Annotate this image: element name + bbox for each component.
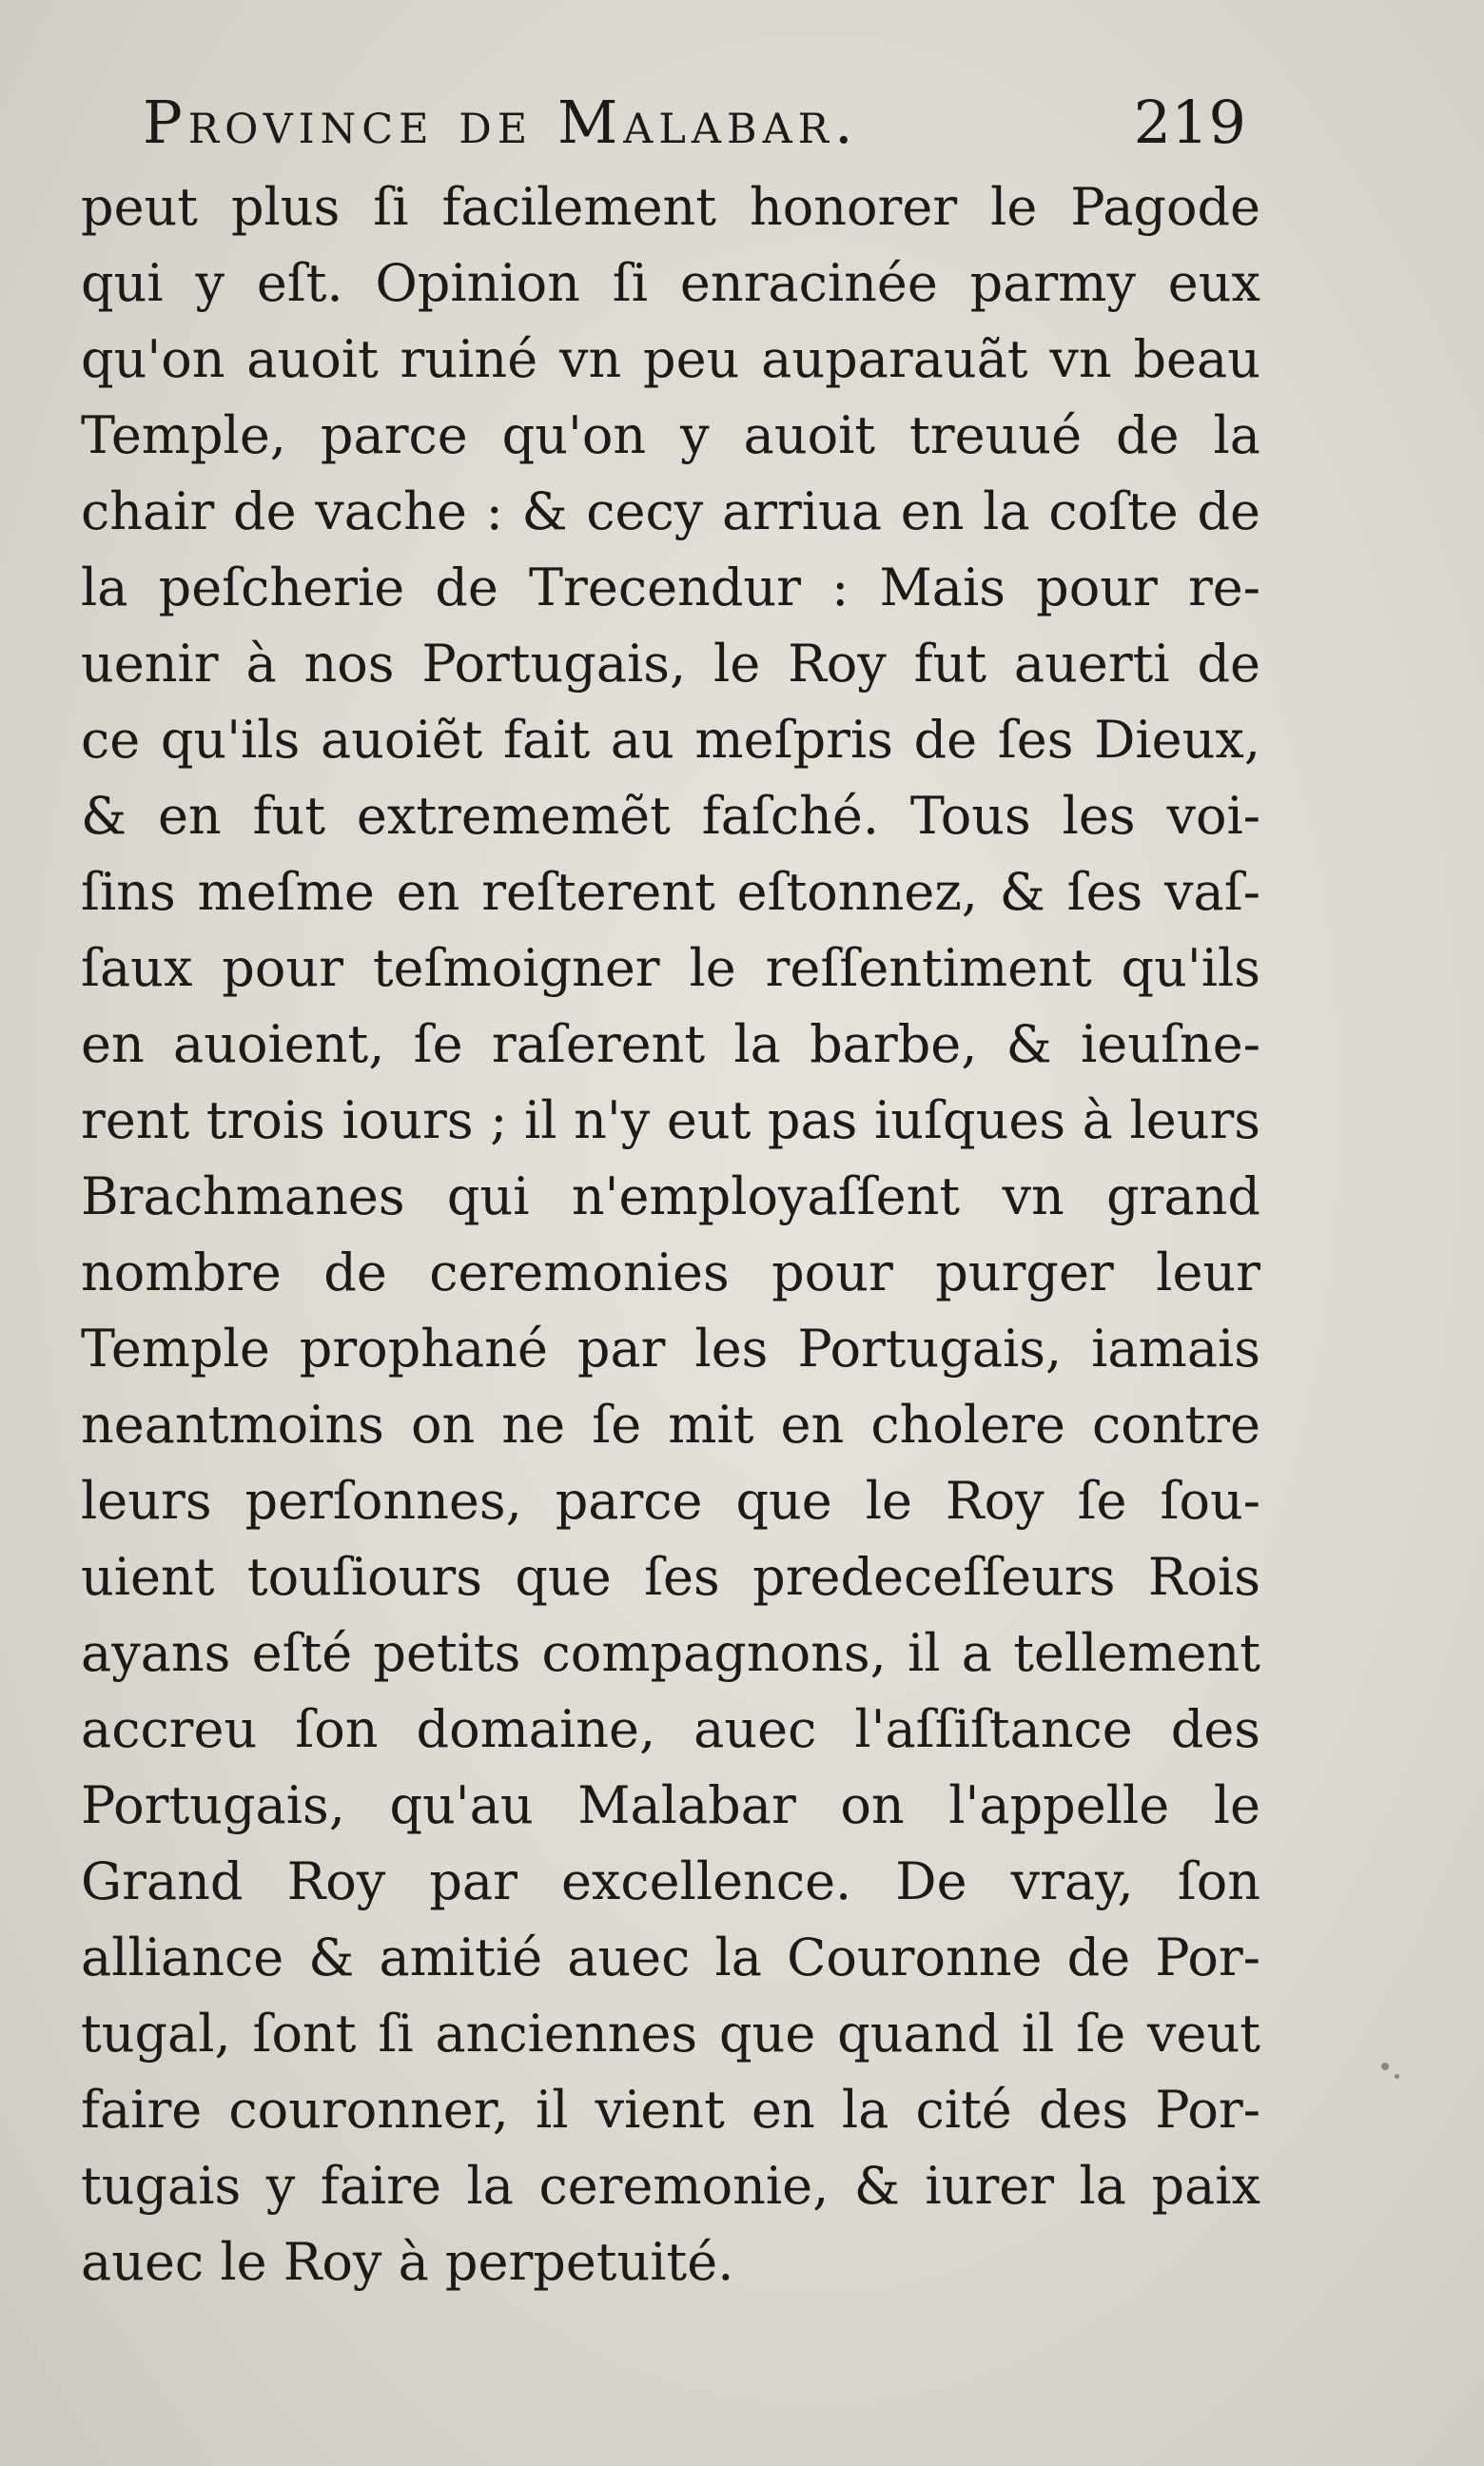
text-line: ce qu'ils auoiẽt fait au meſpris de ſes Dieux, [81,710,1260,770]
text-line: peut plus ſi facilement honorer le Pagode [81,177,1260,237]
text-line: auec le Roy à perpetuité. [81,2232,734,2292]
text-line: Brachmanes qui n'employaſſent vn grand [81,1166,1260,1226]
text-line: rent trois iours ; il n'y eut pas iuſques à leurs [81,1090,1260,1150]
text-line: nombre de ceremonies pour purger leur [81,1243,1260,1302]
paper-speck [1381,2063,1389,2070]
page-number: 219 [1133,88,1246,157]
text-line: en auoient, ſe raſerent la barbe, & ieuſne- [81,1014,1260,1074]
text-line: qui y eſt. Opinion ſi enracinée parmy eux [81,253,1260,313]
text-line: Portugais, qu'au Malabar on l'appelle le [81,1775,1260,1835]
text-line: la peſcherie de Trecendur : Mais pour re- [81,558,1260,617]
text-line: uenir à nos Portugais, le Roy fut auerti de [81,634,1260,694]
text-line: qu'on auoit ruiné vn peu auparauãt vn beau [81,329,1260,389]
text-line: tugais y faire la ceremonie, & iurer la paix [81,2156,1260,2216]
text-line: Temple, parce qu'on y auoit treuué de la [81,405,1260,465]
text-line: chair de vache : & cecy arriua en la coſte de [81,481,1260,541]
text-line: neantmoins on ne ſe mit en cholere contre [81,1395,1260,1455]
text-line: Temple prophané par les Portugais, iamais [81,1319,1260,1379]
text-line: uient touſiours que ſes predeceſſeurs Rois [81,1547,1260,1607]
text-line: faire couronner, il vient en la cité des Por- [81,2080,1260,2140]
running-title: Province de Malabar. [143,88,859,157]
text-line: leurs perſonnes, parce que le Roy ſe ſou- [81,1471,1260,1531]
body-text [81,169,1260,2300]
page-header [143,88,1246,173]
text-line: ayans eſté petits compagnons, il a tellement [81,1623,1260,1683]
text-line: accreu ſon domaine, auec l'aſſiſtance des [81,1699,1260,1759]
text-line: ſins meſme en reſterent eſtonnez, & ſes vaſ- [81,862,1260,922]
text-line: alliance & amitié auec la Couronne de Por- [81,1928,1260,1987]
text-line: & en fut extrememẽt faſché. Tous les voi- [81,786,1260,846]
paper-speck [1395,2074,1399,2079]
text-line: tugal, ſont ſi anciennes que quand il ſe veut [81,2004,1260,2064]
text-line: Grand Roy par excellence. De vray, ſon [81,1851,1260,1911]
text-line: ſaux pour teſmoigner le reſſentiment qu'ils [81,938,1260,998]
